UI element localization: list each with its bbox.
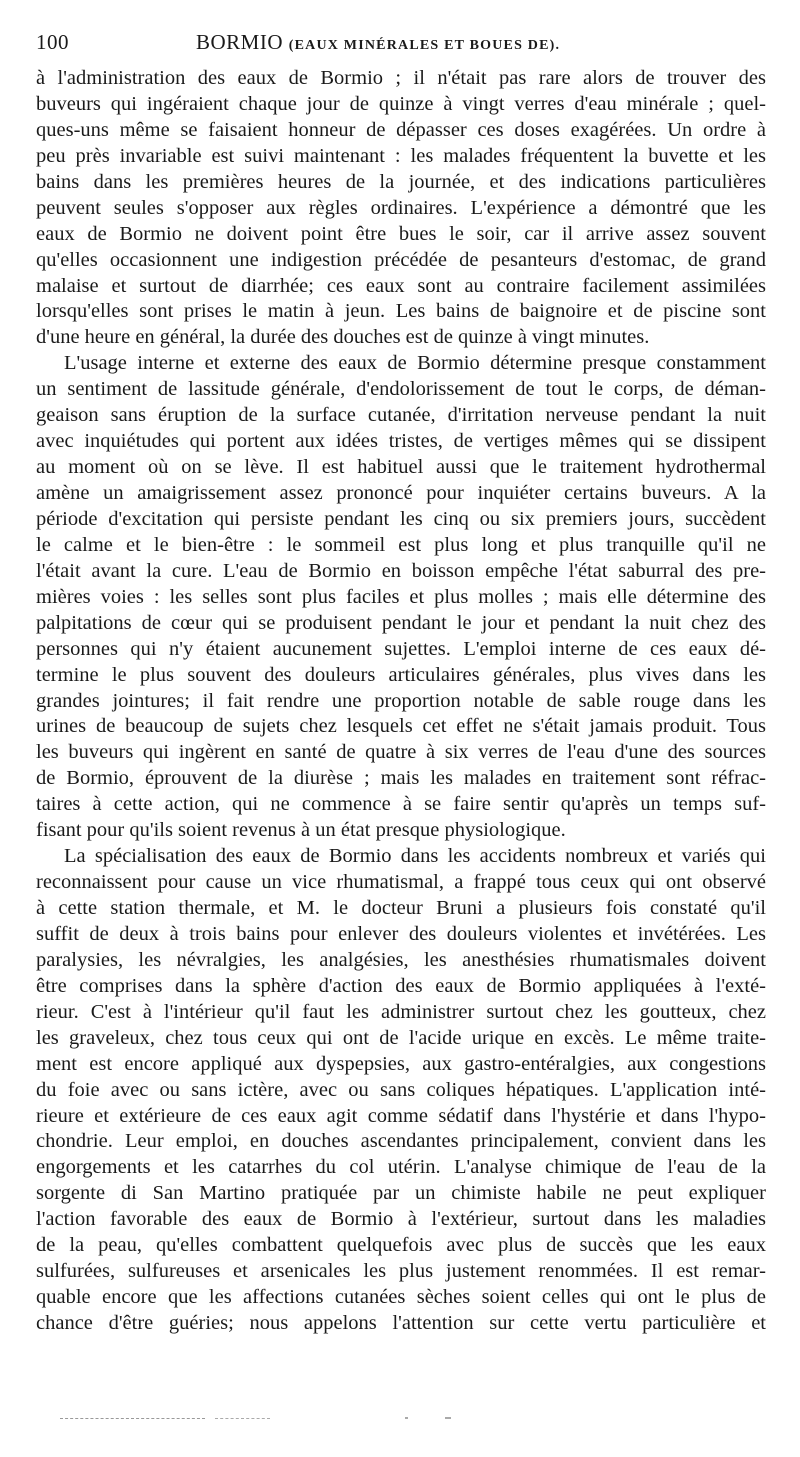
text-line: lorsqu'elles sont prises le matin à jeun. Les bains de baignoire et de piscine sont	[36, 300, 766, 323]
footer-mark	[405, 1417, 408, 1419]
text-line: mières voies : les selles sont plus faciles et plus molles ; mais elle détermine des	[36, 585, 766, 608]
text-line: personnes qui n'y étaient aucunement sujettes. L'emploi interne de ces eaux dé-	[36, 637, 766, 660]
page-number: 100	[36, 30, 69, 54]
text-line: de la peau, qu'elles combattent quelquefois avec plus de succès que les eaux	[36, 1234, 766, 1257]
running-title-main: BORMIO	[196, 30, 284, 54]
running-header	[36, 30, 766, 58]
text-line: peu près invariable est suivi maintenant : les malades fréquentent la buvette et les	[36, 144, 766, 167]
text-line: engorgements et les catarrhes du col utérin. L'analyse chimique de l'eau de la	[36, 1156, 766, 1179]
text-line: geaison sans éruption de la surface cutanée, d'irritation nerveuse pendant la nuit	[36, 404, 766, 427]
text-line: avec inquiétudes qui portent aux idées tristes, de vertiges mêmes qui se dissipent	[36, 430, 766, 453]
text-line: du foie avec ou sans ictère, avec ou sans coliques hépatiques. L'application inté-	[36, 1078, 766, 1101]
text-line: l'était avant la cure. L'eau de Bormio en boisson empêche l'état saburral des pre-	[36, 559, 766, 582]
text-line: termine le plus souvent des douleurs articulaires générales, plus vives dans les	[36, 663, 766, 686]
text-line: suffit de deux à trois bains pour enlever des douleurs violentes et invétérées. Les	[36, 922, 766, 945]
text-line: grandes jointures; il fait rendre une proportion notable de sable rouge dans les	[36, 689, 766, 712]
text-line: ment est encore appliqué aux dyspepsies, aux gastro-entéralgies, aux congestions	[36, 1052, 766, 1075]
paragraph-3	[36, 844, 766, 1337]
body-text	[36, 66, 766, 1337]
text-line: rieure et extérieure de ces eaux agit comme sédatif dans l'hystérie et dans l'hypo-	[36, 1104, 766, 1127]
footer-mark	[445, 1417, 451, 1419]
text-line: à cette station thermale, et M. le docteur Bruni a plusieurs fois constaté qu'il	[36, 897, 766, 919]
text-line: peuvent seules s'opposer aux règles ordinaires. L'expérience a démontré que les	[36, 196, 766, 219]
text-line: palpitations de cœur qui se produisent pendant le jour et pendant la nuit chez des	[36, 611, 766, 634]
text-line: eaux de Bormio ne doivent point être bues le soir, car il arrive assez souvent	[36, 222, 766, 245]
paragraph-2	[36, 351, 766, 844]
running-title-sub: (EAUX MINÉRALES ET BOUES DE).	[288, 38, 561, 53]
text-line: taires à cette action, qui ne commence à se faire sentir qu'après un temps suf-	[36, 793, 766, 816]
text-line: d'une heure en général, la durée des douches est de quinze à vingt minutes.	[36, 326, 650, 349]
text-line: sulfurées, sulfureuses et arsenicales les plus justement renommées. Il est remar-	[36, 1260, 766, 1283]
text-line: La spécialisation des eaux de Bormio dans les accidents nombreux et variés qui	[64, 845, 766, 868]
text-line: paralysies, les névralgies, les analgésies, les anesthésies rhumatismales doivent	[36, 948, 766, 971]
text-line: période d'excitation qui persiste pendant les cinq ou six premiers jours, succèdent	[36, 507, 766, 530]
text-line: malaise et surtout de diarrhée; ces eaux sont au contraire facilement assimilées	[36, 274, 766, 297]
text-line: l'action favorable des eaux de Bormio à l'extérieur, surtout dans les maladies	[36, 1208, 766, 1231]
text-line: à l'administration des eaux de Bormio ; il n'était pas rare alors de trouver des	[36, 67, 766, 89]
footer-dash	[60, 1418, 205, 1420]
text-line: chance d'être guéries; nous appelons l'attention sur cette vertu particulière et	[36, 1312, 766, 1334]
text-line: qu'elles occasionnent une indigestion précédée de pesanteurs d'estomac, de grand	[36, 248, 766, 271]
text-line: être comprises dans la sphère d'action des eaux de Bormio appliquées à l'exté-	[36, 974, 766, 997]
text-line: quable encore que les affections cutanées sèches soient celles qui ont le plus de	[36, 1286, 766, 1309]
text-line: au moment où on se lève. Il est habituel aussi que le traitement hydrothermal	[36, 456, 766, 479]
paragraph-1	[36, 66, 766, 351]
text-line: rieur. C'est à l'intérieur qu'il faut les administrer surtout chez les goutteux, chez	[36, 1000, 766, 1023]
footer-dash	[215, 1418, 270, 1420]
text-line: amène un amaigrissement assez prononcé pour inquiéter certains buveurs. A la	[36, 482, 766, 504]
text-line: les buveurs qui ingèrent en santé de quatre à six verres de l'eau d'une des sources	[36, 741, 766, 764]
text-line: de Bormio, éprouvent de la diurèse ; mais les malades en traitement sont réfrac-	[36, 767, 766, 790]
text-line: fisant pour qu'ils soient revenus à un état presque physiologique.	[36, 819, 566, 842]
text-line: les graveleux, chez tous ceux qui ont de l'acide urique en excès. Le même traite-	[36, 1026, 766, 1049]
text-line: un sentiment de lassitude générale, d'endolorissement de tout le corps, de déman-	[36, 378, 766, 401]
text-line: reconnaissent pour cause un vice rhumatismal, a frappé tous ceux qui ont observé	[36, 871, 766, 894]
text-line: urines de beaucoup de sujets chez lesquels cet effet ne s'était jamais produit. Tous	[36, 715, 766, 738]
text-line: chondrie. Leur emploi, en douches ascendantes principalement, convient dans les	[36, 1130, 766, 1153]
text-line: L'usage interne et externe des eaux de Bormio détermine presque constamment	[64, 352, 766, 375]
text-line: le calme et le bien-être : le sommeil est plus long et plus tranquille qu'il ne	[36, 533, 766, 556]
text-line: sorgente di San Martino pratiquée par un chimiste habile ne peut expliquer	[36, 1182, 766, 1205]
text-line: buveurs qui ingéraient chaque jour de quinze à vingt verres d'eau minérale ; quel-	[36, 92, 766, 115]
running-title	[196, 30, 560, 55]
text-line: ques-uns même se faisaient honneur de dépasser ces doses exagérées. Un ordre à	[36, 118, 766, 141]
footer-rule	[60, 1418, 460, 1420]
text-line: bains dans les premières heures de la journée, et des indications particulières	[36, 170, 766, 193]
